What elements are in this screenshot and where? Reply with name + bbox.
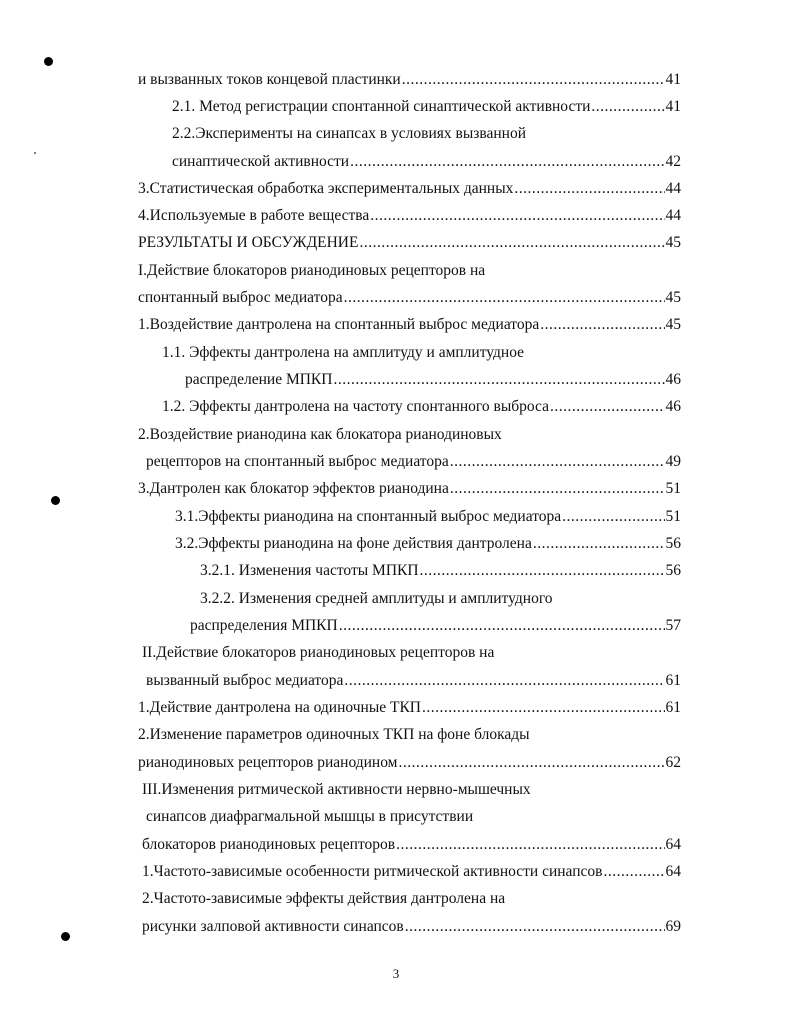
toc-entry-leader [398,752,664,774]
toc-entry [142,861,681,883]
toc-entry-page: 56 [665,562,681,579]
toc-entry-page: 46 [665,398,681,415]
toc-entry-title: синаптической активности [172,153,350,170]
toc-entry-leader [396,834,664,856]
toc-entry [138,287,681,309]
toc-entry-leader [603,861,664,883]
toc-entry-title: 2.Изменение параметров одиночных ТКП на фоне блокады [138,726,530,743]
toc-entry-title: 1.Воздействие дантролена на спонтанный выброс медиатора [138,316,540,333]
toc-entry [138,697,681,719]
toc-entry-title: рианодиновых рецепторов рианодином [138,754,398,771]
toc-entry-title: 2.Частото-зависимые эффекты действия дантролена на [142,890,506,907]
toc-entry-leader [359,232,664,254]
toc-entry [138,69,681,91]
toc-entry-title: III.Изменения ритмической активности нервно-мышечных [142,781,531,798]
toc-entry [190,615,681,637]
toc-entry-title: синапсов диафрагмальной мышцы в присутствии [146,808,474,825]
toc-entry-leader [514,178,664,200]
toc-entry-page: 46 [665,371,681,388]
toc-entry-title: I.Действие блокаторов рианодиновых рецепторов на [138,262,486,279]
toc-entry [185,369,681,391]
toc-entry [175,533,681,555]
toc-entry [162,342,524,364]
toc-entry-leader [344,670,664,692]
toc-entry-title: 1.1. Эффекты дантролена на амплитуду и амплитудное [162,344,525,361]
toc-entry [142,642,494,664]
scan-speck [34,152,36,154]
toc-entry-page: 41 [665,98,681,115]
toc-entry-leader [591,96,664,118]
toc-entry-leader [420,560,665,582]
toc-entry [138,178,681,200]
toc-entry-page: 51 [665,480,681,497]
toc-entry-title: 2.2.Эксперименты на синапсах в условиях вызванной [172,125,526,142]
toc-entry-title: и вызванных токов концевой пластинки [138,71,401,88]
toc-entry-title: вызванный выброс медиатора [146,672,344,689]
toc-entry-title: 4.Используемые в работе вещества [138,207,370,224]
toc-entry [142,834,681,856]
toc-entry-leader [540,314,664,336]
toc-entry-title: 1.2. Эффекты дантролена на частоту спонтанного выброса [162,398,549,415]
toc-entry-page: 64 [665,836,681,853]
toc-entry-leader [405,916,665,938]
toc-entry-page: 57 [665,617,681,634]
toc-entry [146,670,681,692]
page-number: 3 [392,966,400,981]
toc-entry-leader [562,506,664,528]
toc-entry [200,560,681,582]
toc-entry-title: 3.2.Эффекты рианодина на фоне действия дантролена [175,535,532,552]
toc-entry-title: 3.2.2. Изменения средней амплитуды и амплитудного [200,590,553,607]
toc-entry-leader [450,478,665,500]
toc-entry-title: спонтанный выброс медиатора [138,289,343,306]
toc-entry [162,396,681,418]
toc-entry-leader [402,69,665,91]
toc-entry-title: рисунки залповой активности синапсов [142,918,404,935]
toc-entry-page: 69 [665,918,681,935]
toc-entry-page: 44 [665,180,681,197]
toc-entry [146,451,681,473]
toc-entry [138,478,681,500]
scan-hole-punch-bottom [61,932,70,941]
toc-entry [172,123,526,145]
toc-entry-leader [339,615,665,637]
toc-entry-leader [533,533,665,555]
toc-entry [138,205,681,227]
toc-entry-title: 1.Частото-зависимые особенности ритмической активности синапсов [142,863,603,880]
toc-entry-title: 2.Воздействие рианодина как блокатора рианодиновых [138,426,502,443]
toc-entry-leader [370,205,664,227]
toc-entry-leader [550,396,665,418]
toc-entry [200,588,553,610]
toc-entry-leader [333,369,664,391]
toc-entry-title: распределения МПКП [190,617,338,634]
toc-entry-page: 45 [665,234,681,251]
toc-entry [138,424,502,446]
toc-entry-leader [350,151,664,173]
scan-hole-punch-top [44,57,53,66]
toc-entry-page: 45 [665,316,681,333]
toc-entry [175,506,681,528]
toc-entry-title: распределение МПКП [185,371,333,388]
toc-entry-page: 44 [665,207,681,224]
toc-entry-leader [450,451,665,473]
toc-entry [138,752,681,774]
toc-entry [172,96,681,118]
toc-entry [146,806,473,828]
toc-entry-title: рецепторов на спонтанный выброс медиатора [146,453,449,470]
toc-entry-leader [422,697,664,719]
toc-entry-title: II.Действие блокаторов рианодиновых рецепторов на [142,644,495,661]
toc-entry-title: 1.Действие дантролена на одиночные ТКП [138,699,422,716]
toc-entry-page: 61 [665,699,681,716]
toc-entry-title: 3.Статистическая обработка экспериментальных данных [138,180,514,197]
toc-entry-title: РЕЗУЛЬТАТЫ И ОБСУЖДЕНИЕ [138,234,359,251]
toc-entry-title: блокаторов рианодиновых рецепторов [142,836,396,853]
toc-entry-page: 41 [665,71,681,88]
toc-entry [142,916,681,938]
toc-entry [138,314,681,336]
toc-entry [172,151,681,173]
toc-entry-page: 64 [665,863,681,880]
toc-entry-title: 3.2.1. Изменения частоты МПКП [200,562,419,579]
scan-hole-punch-middle [51,496,60,505]
toc-entry [138,724,530,746]
toc-entry-title: 3.1.Эффекты рианодина на спонтанный выброс медиатора [175,508,562,525]
toc-entry-title: 3.Дантролен как блокатор эффектов рианодина [138,480,449,497]
toc-entry [142,888,505,910]
toc-entry-leader [344,287,665,309]
toc-entry-page: 45 [665,289,681,306]
toc-entry-page: 51 [665,508,681,525]
toc-entry-page: 42 [665,153,681,170]
toc-entry-page: 49 [665,453,681,470]
toc-entry-page: 62 [665,754,681,771]
toc-entry-title: 2.1. Метод регистрации спонтанной синаптической активности [172,98,591,115]
toc-entry [138,232,681,254]
toc-entry-page: 56 [665,535,681,552]
toc-entry [142,779,531,801]
toc-entry [138,260,485,282]
toc-entry-page: 61 [665,672,681,689]
